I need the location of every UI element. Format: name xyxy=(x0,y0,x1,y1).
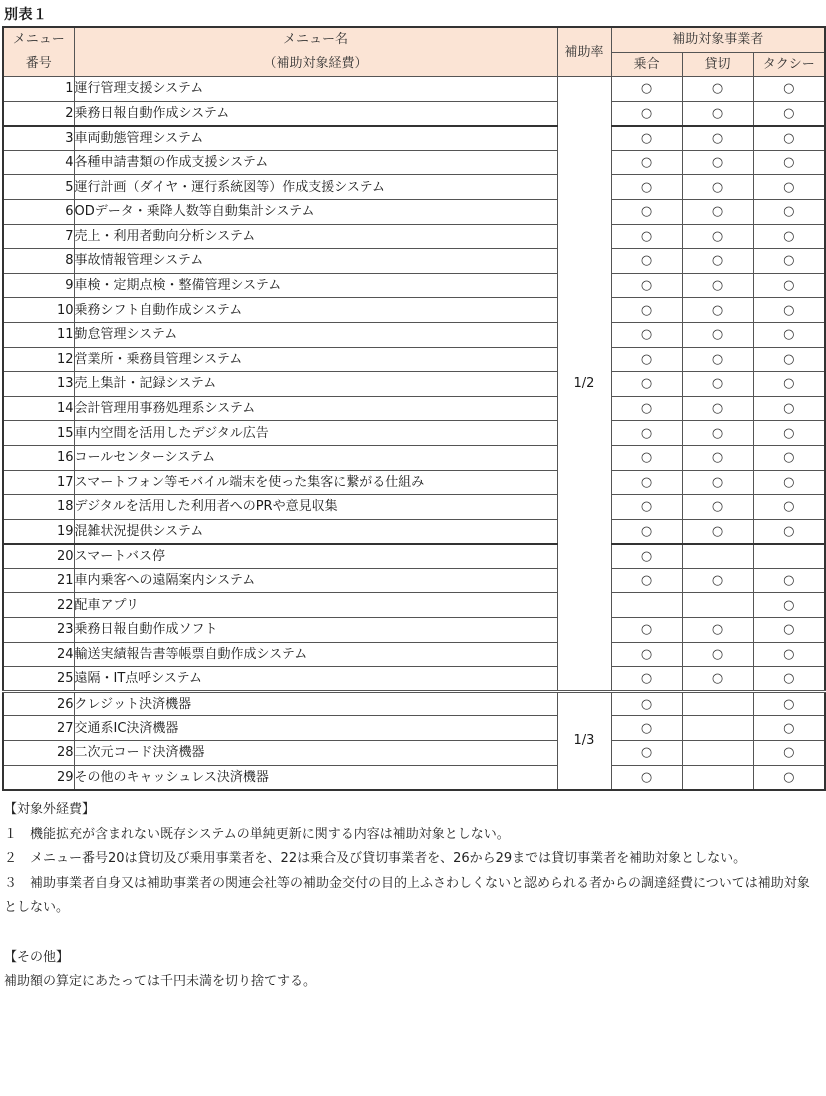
table-row xyxy=(3,77,825,102)
eligible-charter-cell xyxy=(682,372,753,397)
eligible-bus-cell xyxy=(611,642,682,667)
col-header-rate: 補助率 xyxy=(557,27,611,77)
menu-number: 14 xyxy=(3,396,74,421)
table-title: 別表１ xyxy=(4,7,48,23)
menu-number: 3 xyxy=(3,126,74,151)
menu-number: 9 xyxy=(3,273,74,298)
eligible-charter-cell xyxy=(682,470,753,495)
eligible-mark: ○ xyxy=(711,474,724,490)
menu-number: 20 xyxy=(3,544,74,569)
col-header-menu-name-line1: メニュー名 xyxy=(282,32,348,47)
eligible-bus-cell xyxy=(611,470,682,495)
menu-name: 勤怠管理システム xyxy=(74,322,557,347)
table-row xyxy=(3,593,825,618)
eligible-mark: ○ xyxy=(783,425,795,441)
eligible-mark: ○ xyxy=(640,278,653,294)
menu-name: その他のキャッシュレス決済機器 xyxy=(74,765,557,790)
eligible-mark: ○ xyxy=(640,130,653,146)
eligible-mark: ○ xyxy=(783,769,795,785)
eligible-bus-cell xyxy=(611,421,682,446)
eligible-bus-cell xyxy=(611,224,682,249)
eligible-mark: ○ xyxy=(711,351,724,367)
eligible-mark: ○ xyxy=(711,228,724,244)
eligible-mark: ○ xyxy=(640,425,653,441)
eligible-charter-cell xyxy=(682,421,753,446)
eligible-mark: ○ xyxy=(783,720,795,736)
table-row xyxy=(3,716,825,741)
eligible-bus-cell xyxy=(611,691,682,716)
eligible-bus-cell xyxy=(611,495,682,520)
menu-name: 売上・利用者動向分析システム xyxy=(74,224,557,249)
eligible-mark: ○ xyxy=(711,204,724,220)
menu-name: 輸送実績報告書等帳票自動作成システム xyxy=(74,642,557,667)
eligible-mark: ○ xyxy=(783,450,795,466)
eligible-charter-cell xyxy=(682,347,753,372)
menu-name: 交通系IC決済機器 xyxy=(74,716,557,741)
eligible-mark: ○ xyxy=(640,523,653,539)
menu-name: 車検・定期点検・整備管理システム xyxy=(74,273,557,298)
eligible-mark: ○ xyxy=(640,573,653,589)
menu-name: 二次元コード決済機器 xyxy=(74,741,557,766)
menu-name: スマートフォン等モバイル端末を使った集客に繋がる仕組み xyxy=(74,470,557,495)
table-row xyxy=(3,372,825,397)
eligible-mark: ○ xyxy=(711,105,724,121)
eligible-taxi-cell xyxy=(753,224,825,249)
menu-number: 22 xyxy=(3,593,74,618)
col-header-bus: 乗合 xyxy=(611,52,682,76)
eligible-bus-cell xyxy=(611,445,682,470)
menu-number: 26 xyxy=(3,691,74,716)
menu-number: 13 xyxy=(3,372,74,397)
table-row xyxy=(3,101,825,126)
table-row xyxy=(3,347,825,372)
eligible-bus-cell xyxy=(611,298,682,323)
menu-number: 8 xyxy=(3,249,74,274)
eligible-taxi-cell xyxy=(753,642,825,667)
eligible-mark: ○ xyxy=(711,401,724,417)
eligible-taxi-cell xyxy=(753,199,825,224)
eligible-mark: ○ xyxy=(640,81,653,97)
eligible-mark: ○ xyxy=(711,573,724,589)
eligible-charter-cell xyxy=(682,765,753,790)
eligible-taxi-cell xyxy=(753,544,825,569)
eligible-bus-cell xyxy=(611,396,682,421)
table-row xyxy=(3,495,825,520)
table-row xyxy=(3,224,825,249)
menu-number: 24 xyxy=(3,642,74,667)
eligible-charter-cell xyxy=(682,77,753,102)
eligible-mark: ○ xyxy=(640,720,653,736)
menu-number: 5 xyxy=(3,175,74,200)
eligible-charter-cell xyxy=(682,667,753,692)
eligible-charter-cell xyxy=(682,445,753,470)
eligible-mark: ○ xyxy=(640,327,653,343)
eligible-taxi-cell xyxy=(753,249,825,274)
table-row xyxy=(3,298,825,323)
menu-number: 12 xyxy=(3,347,74,372)
eligible-charter-cell xyxy=(682,126,753,151)
eligible-mark: ○ xyxy=(711,671,724,687)
eligible-bus-cell xyxy=(611,716,682,741)
col-header-menu-name xyxy=(74,27,557,77)
eligible-bus-cell xyxy=(611,667,682,692)
menu-number: 28 xyxy=(3,741,74,766)
eligible-mark: ○ xyxy=(640,376,653,392)
eligible-mark: ○ xyxy=(783,597,795,613)
menu-number: 21 xyxy=(3,568,74,593)
eligible-mark: ○ xyxy=(783,646,795,662)
eligible-mark: ○ xyxy=(783,474,795,490)
eligible-charter-cell xyxy=(682,273,753,298)
eligible-mark: ○ xyxy=(711,302,724,318)
eligible-taxi-cell xyxy=(753,273,825,298)
eligible-taxi-cell xyxy=(753,765,825,790)
menu-name: デジタルを活用した利用者へのPRや意見収集 xyxy=(74,495,557,520)
table-row xyxy=(3,568,825,593)
eligible-taxi-cell xyxy=(753,691,825,716)
menu-number: 27 xyxy=(3,716,74,741)
col-header-menu-no xyxy=(3,27,74,77)
menu-number: 16 xyxy=(3,445,74,470)
menu-name: 車内乗客への遠隔案内システム xyxy=(74,568,557,593)
eligible-mark: ○ xyxy=(783,105,795,121)
menu-name: 乗務日報自動作成システム xyxy=(74,101,557,126)
eligible-mark: ○ xyxy=(640,499,653,515)
eligible-charter-cell xyxy=(682,642,753,667)
eligible-mark: ○ xyxy=(711,155,724,171)
eligible-charter-cell xyxy=(682,249,753,274)
eligible-mark: ○ xyxy=(640,769,653,785)
eligible-mark: ○ xyxy=(640,646,653,662)
eligible-mark: ○ xyxy=(783,351,795,367)
table-row xyxy=(3,519,825,544)
eligible-bus-cell xyxy=(611,273,682,298)
menu-name: 事故情報管理システム xyxy=(74,249,557,274)
eligible-mark: ○ xyxy=(711,130,724,146)
eligible-mark: ○ xyxy=(711,646,724,662)
col-header-menu-no-line2: 番号 xyxy=(25,56,52,71)
eligible-charter-cell xyxy=(682,101,753,126)
eligible-mark: ○ xyxy=(783,622,795,638)
eligible-bus-cell xyxy=(611,150,682,175)
eligible-mark: ○ xyxy=(711,179,724,195)
eligible-bus-cell xyxy=(611,372,682,397)
eligible-mark: ○ xyxy=(711,253,724,269)
eligible-mark: ○ xyxy=(711,523,724,539)
col-header-operators: 補助対象事業者 xyxy=(611,27,825,52)
excluded-note-2: ２ メニュー番号20は貸切及び乗用事業者を、22は乗合及び貸切事業者を、26から29までは貸切事業者を補助対象としない。 xyxy=(4,851,747,866)
eligible-mark: ○ xyxy=(711,278,724,294)
eligible-mark: ○ xyxy=(640,155,653,171)
eligible-bus-cell xyxy=(611,249,682,274)
menu-number: 10 xyxy=(3,298,74,323)
menu-name: 遠隔・IT点呼システム xyxy=(74,667,557,692)
eligible-taxi-cell xyxy=(753,741,825,766)
eligible-mark: ○ xyxy=(640,204,653,220)
eligible-mark: ○ xyxy=(783,327,795,343)
eligible-mark: ○ xyxy=(783,155,795,171)
eligible-taxi-cell xyxy=(753,396,825,421)
eligible-charter-cell xyxy=(682,298,753,323)
menu-name: 混雑状況提供システム xyxy=(74,519,557,544)
table-body xyxy=(3,77,825,790)
table-row xyxy=(3,691,825,716)
eligible-taxi-cell xyxy=(753,618,825,643)
eligible-bus-cell xyxy=(611,741,682,766)
eligible-charter-cell xyxy=(682,593,753,618)
eligible-bus-cell xyxy=(611,77,682,102)
menu-number: 7 xyxy=(3,224,74,249)
table-row xyxy=(3,150,825,175)
table-row xyxy=(3,273,825,298)
eligible-mark: ○ xyxy=(711,376,724,392)
eligible-bus-cell xyxy=(611,519,682,544)
eligible-bus-cell xyxy=(611,765,682,790)
eligible-mark: ○ xyxy=(783,253,795,269)
col-header-menu-name-line2: （補助対象経費） xyxy=(263,56,368,71)
eligible-mark: ○ xyxy=(783,81,795,97)
notes-section xyxy=(4,798,822,995)
eligible-mark: ○ xyxy=(711,499,724,515)
eligible-charter-cell xyxy=(682,175,753,200)
eligible-mark: ○ xyxy=(640,450,653,466)
eligible-bus-cell xyxy=(611,175,682,200)
table-row xyxy=(3,126,825,151)
menu-number: 23 xyxy=(3,618,74,643)
table-row xyxy=(3,396,825,421)
eligible-charter-cell xyxy=(682,691,753,716)
menu-number: 6 xyxy=(3,199,74,224)
eligible-mark: ○ xyxy=(783,228,795,244)
eligible-mark: ○ xyxy=(711,450,724,466)
eligible-mark: ○ xyxy=(640,671,653,687)
menu-number: 1 xyxy=(3,77,74,102)
menu-name: 売上集計・記録システム xyxy=(74,372,557,397)
eligible-taxi-cell xyxy=(753,445,825,470)
eligible-bus-cell xyxy=(611,347,682,372)
eligible-charter-cell xyxy=(682,199,753,224)
eligible-mark: ○ xyxy=(640,401,653,417)
table-row xyxy=(3,175,825,200)
eligible-mark: ○ xyxy=(640,745,653,761)
eligible-charter-cell xyxy=(682,495,753,520)
eligible-bus-cell xyxy=(611,199,682,224)
eligible-taxi-cell xyxy=(753,77,825,102)
menu-number: 19 xyxy=(3,519,74,544)
table-row xyxy=(3,421,825,446)
eligible-taxi-cell xyxy=(753,126,825,151)
eligible-bus-cell xyxy=(611,593,682,618)
menu-number: 25 xyxy=(3,667,74,692)
eligible-taxi-cell xyxy=(753,495,825,520)
eligible-taxi-cell xyxy=(753,322,825,347)
eligible-mark: ○ xyxy=(640,696,653,712)
eligible-taxi-cell xyxy=(753,568,825,593)
eligible-charter-cell xyxy=(682,322,753,347)
eligible-taxi-cell xyxy=(753,716,825,741)
table-row xyxy=(3,445,825,470)
menu-name: スマートバス停 xyxy=(74,544,557,569)
table-row xyxy=(3,544,825,569)
eligible-charter-cell xyxy=(682,618,753,643)
eligible-taxi-cell xyxy=(753,470,825,495)
eligible-mark: ○ xyxy=(783,573,795,589)
menu-number: 4 xyxy=(3,150,74,175)
excluded-note-1: １ 機能拡充が含まれない既存システムの単純更新に関する内容は補助対象としない。 xyxy=(4,826,510,842)
menu-name: 営業所・乗務員管理システム xyxy=(74,347,557,372)
menu-number: 15 xyxy=(3,421,74,446)
eligible-mark: ○ xyxy=(783,302,795,318)
eligible-mark: ○ xyxy=(783,671,795,687)
eligible-mark: ○ xyxy=(711,327,724,343)
subsidy-rate: 1/3 xyxy=(557,691,611,789)
eligible-mark: ○ xyxy=(783,696,795,712)
menu-number: 18 xyxy=(3,495,74,520)
excluded-heading: 【対象外経費】 xyxy=(4,802,96,817)
eligible-taxi-cell xyxy=(753,175,825,200)
eligible-mark: ○ xyxy=(783,401,795,417)
eligible-mark: ○ xyxy=(640,474,653,490)
other-heading: 【その他】 xyxy=(4,949,70,965)
table-row xyxy=(3,322,825,347)
menu-name: クレジット決済機器 xyxy=(74,691,557,716)
table-row xyxy=(3,249,825,274)
eligible-mark: ○ xyxy=(711,622,724,638)
eligible-taxi-cell xyxy=(753,347,825,372)
eligible-mark: ○ xyxy=(711,425,724,441)
eligible-mark: ○ xyxy=(640,105,653,121)
table-row xyxy=(3,765,825,790)
eligible-bus-cell xyxy=(611,126,682,151)
menu-number: 29 xyxy=(3,765,74,790)
table-row xyxy=(3,618,825,643)
eligible-bus-cell xyxy=(611,544,682,569)
menu-name: 運行管理支援システム xyxy=(74,77,557,102)
menu-name: 運行計画（ダイヤ・運行系統図等）作成支援システム xyxy=(74,175,557,200)
eligible-charter-cell xyxy=(682,224,753,249)
eligible-charter-cell xyxy=(682,568,753,593)
eligible-mark: ○ xyxy=(640,351,653,367)
eligible-mark: ○ xyxy=(640,228,653,244)
eligible-mark: ○ xyxy=(783,130,795,146)
menu-name: コールセンターシステム xyxy=(74,445,557,470)
eligible-charter-cell xyxy=(682,396,753,421)
eligible-taxi-cell xyxy=(753,298,825,323)
subsidy-menu-table xyxy=(2,26,826,791)
table-row xyxy=(3,741,825,766)
menu-name: 各種申請書類の作成支援システム xyxy=(74,150,557,175)
eligible-bus-cell xyxy=(611,568,682,593)
eligible-mark: ○ xyxy=(711,81,724,97)
eligible-charter-cell xyxy=(682,519,753,544)
eligible-bus-cell xyxy=(611,618,682,643)
eligible-mark: ○ xyxy=(783,179,795,195)
eligible-charter-cell xyxy=(682,150,753,175)
menu-name: 会計管理用事務処理系システム xyxy=(74,396,557,421)
eligible-charter-cell xyxy=(682,716,753,741)
eligible-mark: ○ xyxy=(640,179,653,195)
col-header-menu-no-line1: メニュー xyxy=(12,32,65,47)
table-row xyxy=(3,470,825,495)
col-header-taxi: タクシー xyxy=(753,52,825,76)
eligible-mark: ○ xyxy=(640,302,653,318)
eligible-bus-cell xyxy=(611,322,682,347)
eligible-taxi-cell xyxy=(753,101,825,126)
eligible-mark: ○ xyxy=(783,278,795,294)
eligible-mark: ○ xyxy=(640,253,653,269)
other-note-1: 補助額の算定にあたっては千円未満を切り捨てする。 xyxy=(4,974,317,989)
menu-name: 車内空間を活用したデジタル広告 xyxy=(74,421,557,446)
excluded-note-3: ３ 補助事業者自身又は補助事業者の関連会社等の補助金交付の目的上ふさわしくないと認められる者からの調達経費については補助対象としない。 xyxy=(4,875,810,915)
menu-number: 17 xyxy=(3,470,74,495)
menu-name: ODデータ・乗降人数等自動集計システム xyxy=(74,199,557,224)
eligible-mark: ○ xyxy=(783,376,795,392)
eligible-mark: ○ xyxy=(783,499,795,515)
menu-name: 乗務シフト自動作成システム xyxy=(74,298,557,323)
eligible-mark: ○ xyxy=(783,523,795,539)
eligible-taxi-cell xyxy=(753,421,825,446)
eligible-mark: ○ xyxy=(783,745,795,761)
eligible-taxi-cell xyxy=(753,667,825,692)
menu-name: 配車アプリ xyxy=(74,593,557,618)
eligible-taxi-cell xyxy=(753,593,825,618)
table-row xyxy=(3,642,825,667)
eligible-charter-cell xyxy=(682,741,753,766)
table-row xyxy=(3,667,825,692)
eligible-taxi-cell xyxy=(753,519,825,544)
subsidy-rate: 1/2 xyxy=(557,77,611,692)
eligible-taxi-cell xyxy=(753,372,825,397)
eligible-mark: ○ xyxy=(783,204,795,220)
eligible-bus-cell xyxy=(611,101,682,126)
col-header-charter: 貸切 xyxy=(682,52,753,76)
menu-name: 車両動態管理システム xyxy=(74,126,557,151)
menu-name: 乗務日報自動作成ソフト xyxy=(74,618,557,643)
eligible-charter-cell xyxy=(682,544,753,569)
eligible-mark: ○ xyxy=(640,548,653,564)
eligible-mark: ○ xyxy=(640,622,653,638)
menu-number: 11 xyxy=(3,322,74,347)
table-row xyxy=(3,199,825,224)
menu-number: 2 xyxy=(3,101,74,126)
eligible-taxi-cell xyxy=(753,150,825,175)
